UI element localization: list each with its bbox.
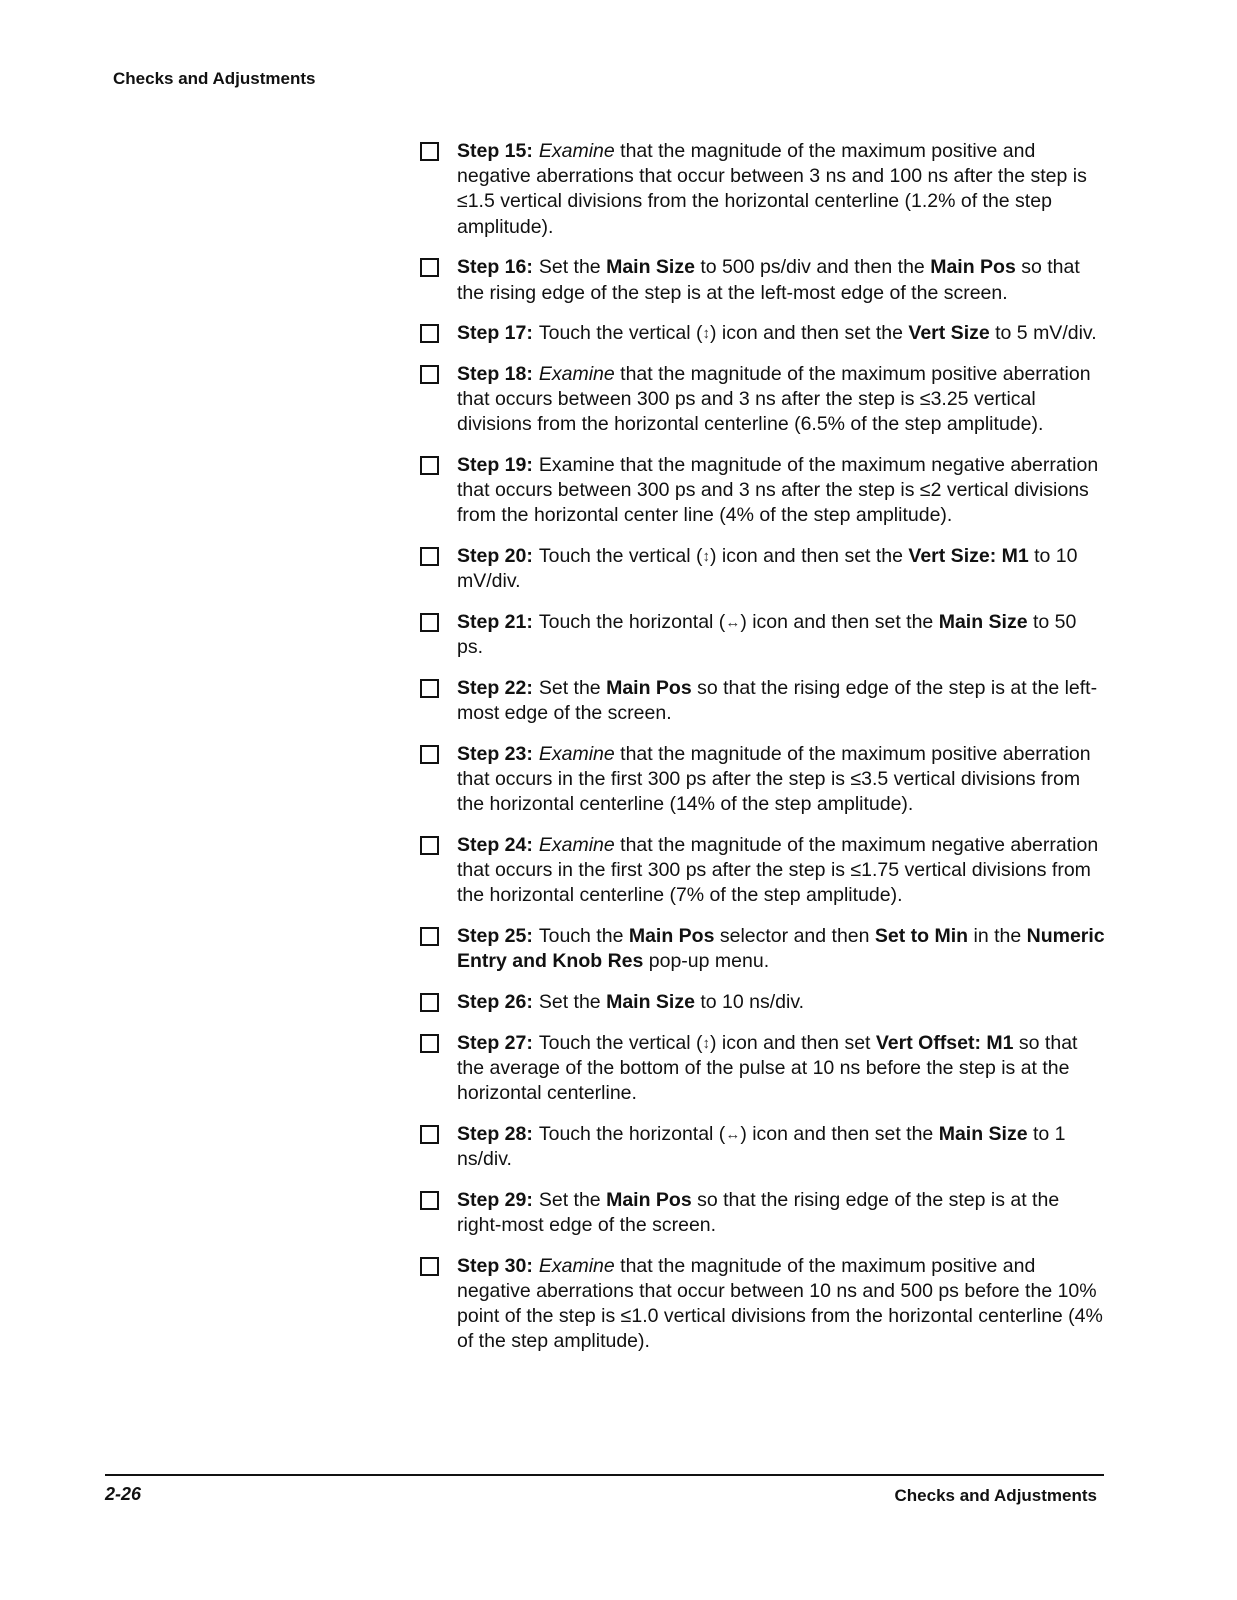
emphasis-bold: Main Pos	[628, 925, 715, 948]
procedure-step	[420, 453, 1105, 529]
step-text	[457, 545, 1078, 592]
text-run: ) icon and then set the	[710, 322, 909, 345]
vertical-arrows-icon: ↕	[702, 548, 711, 566]
procedure-step	[420, 1254, 1105, 1355]
step-label: Step 24:	[457, 833, 533, 856]
step-checkbox[interactable]	[420, 547, 439, 566]
step-checkbox[interactable]	[420, 365, 439, 384]
emphasis-italic: Examine	[538, 1254, 615, 1277]
procedure-step	[420, 924, 1105, 974]
procedure-step	[420, 362, 1105, 438]
text-run: to 50 ps.	[457, 611, 1077, 659]
procedure-step-list	[420, 139, 1105, 1370]
step-checkbox[interactable]	[420, 142, 439, 161]
text-run: that the magnitude of the maximum positive aberration that occurs in the first 300 ps after the step is ≤3.5 vertical divisions from the horizontal centerline (14% of the step amplitude).	[457, 742, 1091, 816]
text-run: to 5 mV/div.	[989, 322, 1097, 345]
text-run: to 500 ps/div and then the	[694, 256, 931, 279]
text-run: Set the	[538, 990, 607, 1013]
emphasis-bold: Main Size	[938, 611, 1028, 634]
procedure-step	[420, 255, 1105, 305]
step-checkbox[interactable]	[420, 613, 439, 632]
emphasis-bold: Main Pos	[606, 676, 692, 699]
text-run: ) icon and then set the	[740, 1122, 939, 1145]
step-text	[457, 743, 1091, 815]
text-run: that the magnitude of the maximum positive and negative aberrations that occur between 3 ns and 100 ns after the step is ≤1.5 vertical divisions from the horizontal centerline (1.2% of the step amplitude).	[457, 140, 1087, 238]
procedure-step	[420, 544, 1105, 594]
text-run: so that the rising edge of the step is at the right-most edge of the screen.	[457, 1188, 1060, 1236]
text-run: to 10 mV/div.	[457, 545, 1078, 593]
step-checkbox[interactable]	[420, 324, 439, 343]
procedure-step	[420, 1188, 1105, 1238]
step-text	[457, 611, 1076, 658]
step-text	[457, 834, 1098, 906]
step-checkbox[interactable]	[420, 258, 439, 277]
step-checkbox[interactable]	[420, 1125, 439, 1144]
text-run: that the magnitude of the maximum positive aberration that occurs between 300 ps and 3 ns after the step is ≤3.25 vertical divisions from the horizontal centerline (6.5% of the step amplitude).	[457, 362, 1091, 436]
text-run: Set the	[538, 1188, 607, 1211]
emphasis-bold: Vert Offset: M1	[875, 1031, 1014, 1054]
procedure-step	[420, 742, 1105, 818]
step-label: Step 23:	[457, 742, 533, 765]
procedure-step	[420, 990, 1105, 1015]
footer-divider	[105, 1474, 1104, 1476]
step-text	[539, 991, 804, 1013]
vertical-arrows-icon: ↕	[702, 325, 711, 343]
running-footer: Checks and Adjustments	[894, 1486, 1097, 1505]
step-text	[457, 454, 1098, 526]
procedure-step	[420, 139, 1105, 240]
emphasis-bold: Main Size	[606, 256, 695, 279]
emphasis-bold: Vert Size	[908, 322, 990, 345]
text-run: Touch the	[538, 925, 629, 948]
text-run: Touch the horizontal (	[538, 1122, 726, 1145]
step-label: Step 20:	[457, 545, 533, 568]
step-label: Step 25:	[457, 925, 533, 948]
horizontal-arrows-icon: ↔	[725, 614, 741, 632]
text-run: ) icon and then set the	[740, 611, 939, 634]
text-run: Touch the vertical (	[538, 545, 703, 568]
text-run: Examine that the magnitude of the maximum negative aberration that occurs between 300 ps and 3 ns after the step is ≤2 vertical divisions from the horizontal center line (4% of the step amplitude).	[457, 454, 1099, 527]
step-label: Step 21:	[457, 611, 533, 634]
step-text	[457, 677, 1097, 724]
text-run: that the magnitude of the maximum positive and negative aberrations that occur between 10 ns and 500 ps before the 10% point of the step is ≤1.0 vertical divisions from the horizontal centerline (4% of the step amplitude).	[457, 1254, 1103, 1353]
text-run: so that the average of the bottom of the pulse at 10 ns before the step is at the horizontal centerline.	[457, 1031, 1078, 1105]
emphasis-italic: Examine	[538, 140, 615, 162]
text-run: that the magnitude of the maximum negative aberration that occurs in the first 300 ps after the step is ≤1.75 vertical divisions from the horizontal centerline (7% of the step amplitude).	[457, 833, 1099, 907]
step-label: Step 18:	[457, 362, 533, 385]
text-run: to 10 ns/div.	[694, 990, 805, 1013]
step-label: Step 22:	[457, 676, 533, 699]
text-run: in the	[968, 925, 1027, 948]
emphasis-bold: Main Size	[938, 1122, 1028, 1145]
step-label: Step 17:	[457, 322, 533, 345]
text-run: pop-up menu.	[643, 950, 770, 973]
step-text	[457, 1123, 1066, 1170]
step-checkbox[interactable]	[420, 927, 439, 946]
procedure-step	[420, 610, 1105, 660]
text-run: ) icon and then set the	[710, 545, 909, 568]
emphasis-bold: Main Pos	[606, 1188, 692, 1211]
procedure-step	[420, 1031, 1105, 1107]
step-text	[457, 1255, 1103, 1353]
step-checkbox[interactable]	[420, 1034, 439, 1053]
step-checkbox[interactable]	[420, 1257, 439, 1276]
step-label: Step 19:	[457, 454, 533, 477]
step-checkbox[interactable]	[420, 745, 439, 764]
text-run: Touch the vertical (	[538, 322, 703, 345]
emphasis-italic: Examine	[538, 362, 615, 385]
emphasis-bold: Set to Min	[874, 925, 969, 948]
emphasis-bold: Main Size	[606, 990, 695, 1013]
step-text	[457, 140, 1087, 238]
step-checkbox[interactable]	[420, 836, 439, 855]
text-run: so that the rising edge of the step is at the left-most edge of the screen.	[457, 676, 1098, 725]
emphasis-italic: Examine	[538, 833, 615, 856]
step-text	[457, 1032, 1077, 1104]
text-run: Set the	[538, 256, 607, 279]
procedure-step	[420, 833, 1105, 909]
text-run: Set the	[538, 676, 607, 699]
step-label: Step 30:	[457, 1254, 533, 1277]
step-text	[457, 1189, 1059, 1236]
step-text	[457, 363, 1091, 435]
procedure-step	[420, 321, 1105, 346]
step-label: Step 29:	[457, 1188, 533, 1211]
emphasis-bold: Vert Size: M1	[908, 545, 1029, 568]
step-label: Step 28:	[457, 1122, 533, 1145]
step-text	[457, 925, 1105, 972]
emphasis-bold: Main Pos	[930, 256, 1016, 279]
text-run: ) icon and then set	[710, 1031, 876, 1054]
step-label: Step 27:	[457, 1031, 533, 1054]
text-run: to 1 ns/div.	[457, 1122, 1066, 1170]
step-checkbox[interactable]	[420, 993, 439, 1012]
text-run: Touch the vertical (	[538, 1031, 703, 1054]
emphasis-italic: Examine	[538, 742, 615, 765]
step-text	[457, 256, 1080, 303]
text-run: so that the rising edge of the step is at the left-most edge of the screen.	[457, 256, 1080, 304]
vertical-arrows-icon: ↕	[702, 1034, 711, 1052]
text-run: Touch the horizontal (	[538, 611, 726, 634]
procedure-step	[420, 676, 1105, 726]
step-checkbox[interactable]	[420, 679, 439, 698]
page-number: 2-26	[105, 1484, 142, 1504]
horizontal-arrows-icon: ↔	[725, 1125, 741, 1143]
procedure-step	[420, 1122, 1105, 1172]
text-run: selector and then	[714, 925, 875, 948]
step-label: Step 26:	[457, 990, 533, 1013]
step-checkbox[interactable]	[420, 456, 439, 475]
step-label: Step 15:	[457, 140, 533, 162]
step-checkbox[interactable]	[420, 1191, 439, 1210]
emphasis-bold: Numeric Entry and Knob Res	[457, 925, 1105, 973]
step-text	[539, 322, 1097, 344]
step-label: Step 16:	[457, 256, 533, 279]
running-header: Checks and Adjustments	[113, 69, 316, 88]
